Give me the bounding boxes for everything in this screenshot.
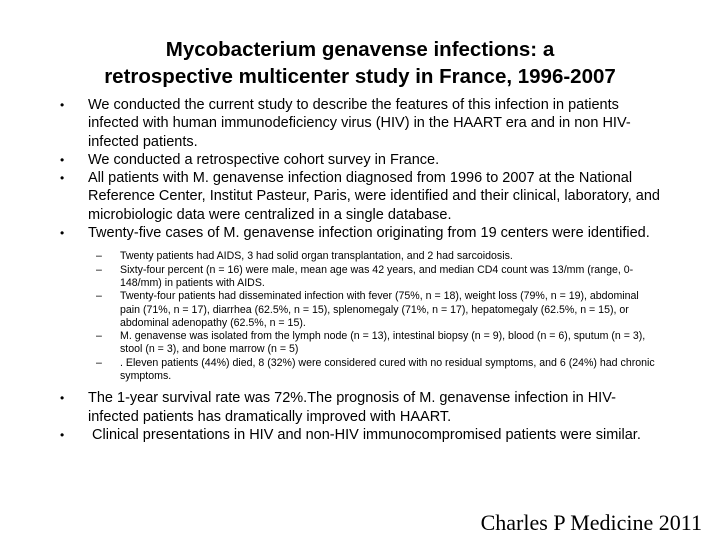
bullet-marker: • xyxy=(60,152,65,167)
sub-bullet-marker: – xyxy=(96,263,102,276)
sub-bullet-text: Sixty-four percent (n = 16) were male, mean age was 42 years, and median CD4 count was 13/mm (range, 0-148/mm) in patients with AIDS. xyxy=(120,263,634,289)
list-spacer xyxy=(0,242,720,250)
bullet-text: We conducted the current study to describe the features of this infection in patients infected with human immunodeficiency virus (HIV) in the HAART era and in non HIV-infected patients. xyxy=(88,97,631,150)
slide-title xyxy=(30,36,690,90)
sub-bullet-item-5 xyxy=(0,357,660,384)
bullet-text: All patients with M. genavense infection diagnosed from 1996 to 2007 at the National Reference Center, Institut Pasteur, Paris, were identified and their clinical, laboratory, and microbiologic data were centralized in a single database. xyxy=(88,170,660,223)
bullet-text: We conducted a retrospective cohort survey in France. xyxy=(88,151,440,168)
bullet-text: Twenty-five cases of M. genavense infection originating from 19 centers were identified. xyxy=(88,225,650,242)
bullet-text: Clinical presentations in HIV and non-HIV immunocompromised patients were similar. xyxy=(88,426,641,443)
bullet-item-6 xyxy=(0,426,663,444)
bullet-item-5 xyxy=(0,389,663,426)
bullet-item-4 xyxy=(0,224,663,242)
bullet-marker: • xyxy=(60,171,65,186)
sub-bullet-marker: – xyxy=(96,250,102,263)
slide-title-line-2: retrospective multicenter study in France, 1996-2007 xyxy=(104,65,616,88)
bullet-list xyxy=(0,96,720,444)
bullet-item-2 xyxy=(0,151,663,169)
sub-bullet-marker: – xyxy=(96,356,102,369)
sub-bullet-marker: – xyxy=(96,290,102,303)
bullet-text: The 1-year survival rate was 72%.The prognosis of M. genavense infection in HIV-infected patients has dramatically improved with HAART. xyxy=(88,390,616,425)
citation-signature: Charles P Medicine 2011 xyxy=(480,510,702,535)
sub-bullet-item-4 xyxy=(0,330,660,357)
sub-bullet-text: Twenty patients had AIDS, 3 had solid organ transplantation, and 2 had sarcoidosis. xyxy=(120,250,513,263)
bullet-item-1 xyxy=(0,96,663,151)
sub-bullet-marker: – xyxy=(96,330,102,343)
slide-title-line-1: Mycobacterium genavense infections: a xyxy=(165,38,555,61)
sub-bullet-text: M. genavense was isolated from the lymph node (n = 13), intestinal biopsy (n = 9), blood (n = 6), sputum (n = 3), stool (n = 3), and bone marrow (n = 5) xyxy=(120,330,646,356)
bullet-item-3 xyxy=(0,169,663,224)
sub-bullet-text: Twenty-four patients had disseminated infection with fever (75%, n = 18), weight loss (79%, n = 19), abdominal pain (71%, n = 17), diarrhea (62.5%, n = 15), splenomegaly (71%, n = 17), hepatomegaly (62.5%, n = 15), or abdominal adenopathy (62.5%, n = 15). xyxy=(120,290,639,329)
sub-bullet-item-3 xyxy=(0,290,660,330)
bullet-marker: • xyxy=(60,226,65,241)
sub-bullet-item-2 xyxy=(0,264,660,291)
bullet-marker: • xyxy=(60,391,65,406)
bullet-marker: • xyxy=(60,98,65,112)
sub-bullet-text: . Eleven patients (44%) died, 8 (32%) were considered cured with no residual symptoms, and 6 (24%) had chronic symptoms. xyxy=(120,356,655,383)
sub-bullet-item-1 xyxy=(0,250,660,263)
bullet-marker: • xyxy=(60,427,65,442)
